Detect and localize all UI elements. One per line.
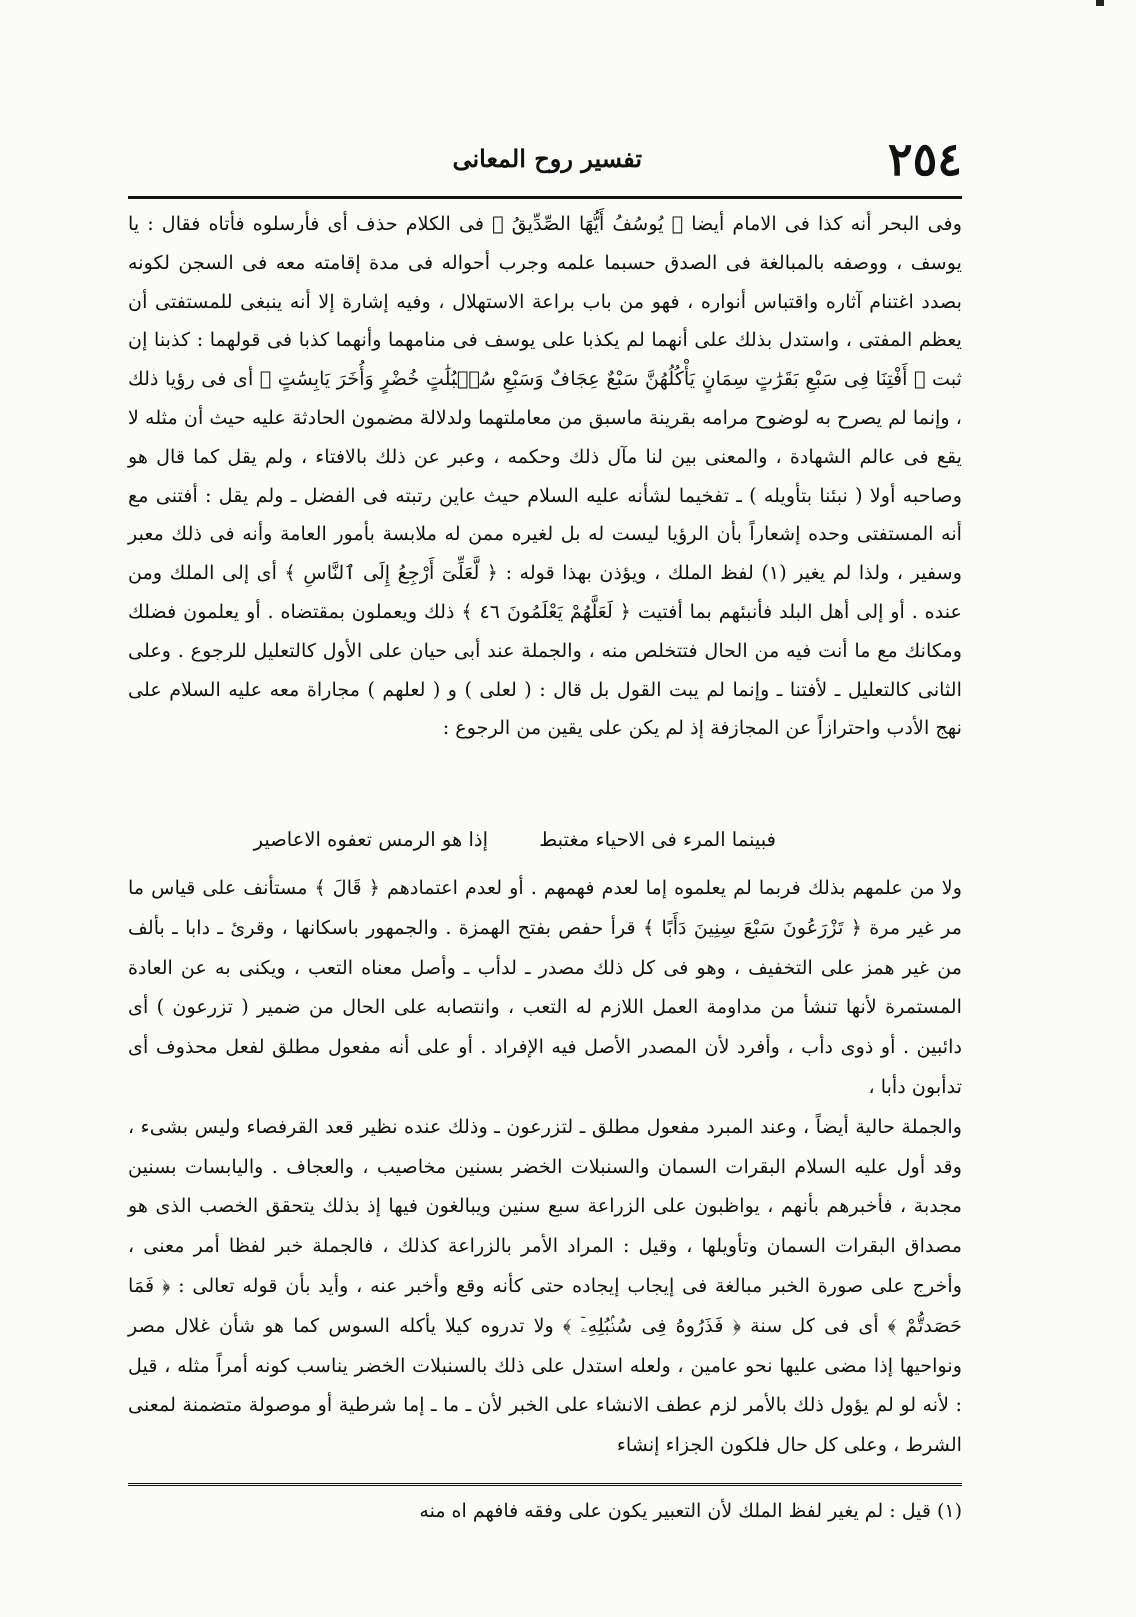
main-text-continued xyxy=(128,868,962,1465)
paragraph-3: والجملة حالية أيضاً ، وعند المبرد مفعول مطلق ـ لتزرعون ـ وذلك عنده نظير قعد القرفصاء وليس بشىء ، وقد أول عليه السلام البقرات السمان والسنبلات الخضر بسنين مخاصيب ، والعجاف . واليابسات بسنين مجدبة ، فأخبرهم بأنهم ، يواظبون على الزراعة سبع سنين ويبالغون فيها إذ بذلك يتحقق الخصب الذى هو مصداق البقرات السمان وتأويلها ، وقيل : المراد الأمر بالزراعة كذلك ، فالجملة خبر لفظا أمر معنى ، وأخرج على صورة الخبر مبالغة فى إيجاب إيجاده حتى كأنه وقع وأخبر عنه ، وأيد بأن قوله تعالى : ﴿ فَمَا حَصَدتُّمْ ﴾ أى فى كل سنة ﴿ فَذَرُوهُ فِى سُنۢبُلِهِۦٓ ﴾ ولا تدروه كيلا يأكله السوس كما هو شأن غلال مصر ونواحيها إذا مضى عليها نحو عامين ، ولعله استدل على ذلك بالسنبلات الخضر يناسب كونه أمراً مثله ، قيل : لأنه لو لم يؤول ذلك بالأمر لزم عطف الانشاء على الخبر لأن ـ ما ـ إما شرطية أو موصولة متضمنة لمعنى الشرط ، وعلى كل حال فلكون الجزاء إنشاء xyxy=(128,1114,962,1457)
header-rule xyxy=(128,196,962,199)
verse-line xyxy=(128,828,962,862)
footnote-rule xyxy=(128,1483,962,1486)
main-text xyxy=(128,205,962,748)
paragraph-2: ولا من علمهم بذلك فربما لم يعلموه إما لعدم فهمهم . أو لعدم اعتمادهم ﴿ قَالَ ﴾ مستأنف على قياس ما مر غير مرة ﴿ تَزْرَعُونَ سَبْعَ سِنِينَ دَأَبًا ﴾ قرأ حفص بفتح الهمزة . والجمهور باسكانها ، وقرئ ـ دابا ـ بألف من غير همز على التخفيف ، وهو فى كل ذلك مصدر ـ لدأب ـ وأصل معناه التعب ، ويكنى به عن العادة المستمرة لأنها تنشأ من مداومة العمل اللازم له التعب ، وانتصابه على الحال من ضمير ( تزرعون ) أى دائبين . أو ذوى دأب ، وأفرد لأن المصدر الأصل فيه الإفراد . أو على أنه مفعول مطلق لفعل محذوف أى تدأبون دأبا ، xyxy=(128,876,963,1098)
footnote: (١) قيل : لم يغير لفظ الملك لأن التعبير يكون على وفقه فافهم اه منه xyxy=(419,1500,962,1522)
verse-hemistich-1: فبينما المرء فى الاحياء مغتبط xyxy=(539,828,776,851)
margin-mark xyxy=(1096,0,1104,6)
page-header xyxy=(128,132,962,196)
running-title: تفسير روح المعانى xyxy=(452,144,642,173)
verse-hemistich-2: إذا هو الرمس تعفوه الاعاصير xyxy=(253,828,488,851)
paragraph-1: وفى البحر أنه كذا فى الامام أيضا ﴿ يُوسُفُ أَيُّهَا الصِّدِّيقُ ﴾ فى الكلام حذف أى فأرسلوه فأتاه فقال : يا يوسف ، ووصفه بالمبالغة فى الصدق حسبما علمه وجرب أحواله فى مدة إقامته معه فى السجن لكونه بصدد اغتنام آثاره واقتباس أنواره ، فهو من باب براعة الاستهلال ، وفيه إشارة إلا أنه ينبغى للمستفتى أن يعظم المفتى ، واستدل بذلك على أنهما لم يكذبا على يوسف فى منامهما وأنهما كذبا فى قولهما : كذبنا إن ثبت ﴿ أَفْتِنَا فِى سَبْعِ بَقَرَٰتٍ سِمَانٍ يَأْكُلُهُنَّ سَبْعٌ عِجَافٌ وَسَبْعِ سُنۢبُلَٰتٍ خُضْرٍ وَأُخَرَ يَابِسَٰتٍ ﴾ أى فى رؤيا ذلك ، وإنما لم يصرح به لوضوح مرامه بقرينة ماسبق من معاملتهما ولدلالة مضمون الحادثة عليه حيث أن مثله لا يقع فى عالم الشهادة ، والمعنى بين لنا مآل ذلك وحكمه ، وعبر عن ذلك بالافتاء ، ولم يقل كما قال هو وصاحبه أولا ( نبئنا بتأويله ) ـ تفخيما لشأنه عليه السلام حيث عاين رتبته فى الفضل ـ ولم يقل : أفتنى مع أنه المستفتى وحده إشعاراً بأن الرؤيا ليست له بل لغيره ممن له ملابسة بأمور العامة وأنه فى ذلك معبر وسفير ، ولذا لم يغير (١) لفظ الملك ، ويؤذن بهذا قوله : ﴿ لَّعَلِّىٓ أَرْجِعُ إِلَى ٱلنَّاسِ ﴾ أى إلى الملك ومن عنده . أو إلى أهل البلد فأنبئهم بما أفتيت ﴿ لَعَلَّهُمْ يَعْلَمُونَ ٤٦ ﴾ ذلك ويعملون بمقتضاه . أو يعلمون فضلك ومكانك مع ما أنت فيه من الحال فتتخلص منه ، والجملة عند أبى حيان على الأول كالتعليل للرجوع . وعلى الثانى كالتعليل ـ لأفتنا ـ وإنما لم يبت القول بل قال : ( لعلى ) و ( لعلهم ) مجاراة معه عليه السلام على نهج الأدب واحترازاً عن المجازفة إذ لم يكن على يقين من الرجوع : xyxy=(128,212,963,740)
page-number: ٢٥٤ xyxy=(887,132,962,186)
